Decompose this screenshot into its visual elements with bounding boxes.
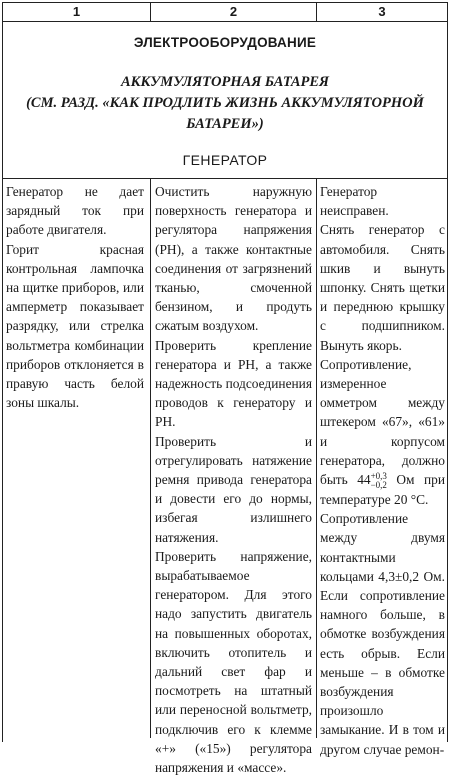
remedy-paragraph: Снять генератор с автомобиля. Снять шкив и вынуть шпонку. Снять щетки и переднюю крышку с подшипником. Вынуть якорь. xyxy=(320,222,445,353)
check-paragraph: Проверить крепление генератора и РН, а также надежность подсоединения проводов к генератору и РН. xyxy=(155,337,312,430)
tolerance-stack xyxy=(371,472,387,490)
table-header-row xyxy=(3,2,447,22)
table-top-rule xyxy=(3,178,447,179)
resistance-unit-text: Ом при температуре 20 °С. xyxy=(320,472,445,507)
tolerance-minus: −0,2 xyxy=(370,479,387,490)
remedy-paragraph-resistance xyxy=(320,355,445,509)
document-page xyxy=(2,2,448,776)
symptom-paragraph: Горит красная контрольная лампочка на щитке приборов, или амперметр показывает разрядку, или стрелка вольтметра комбинации приборов отклоняется в правую часть белой зоны шкалы. xyxy=(6,241,144,411)
symptom-column xyxy=(6,182,144,412)
resistance-text: Сопротивление, измеренное омметром между штекером «67», «61» и корпусом генератора, должно быть 44 xyxy=(320,356,445,488)
remedy-paragraph: Генератор неисправен. xyxy=(320,184,389,219)
subsection-heading xyxy=(3,72,447,135)
check-paragraph: Проверить напряжение, вырабатываемое генератором. Для этого надо запустить двигатель на повышенных оборотах, включить отопитель и дальний свет фар и посмотреть на штатный или переносной вольтметр, подключив его к клемме «+» («15») регулятора напряжения и «массе». xyxy=(155,548,312,776)
remedy-column xyxy=(320,182,445,759)
symptom-paragraph: Генератор не дает зарядный ток при работе двигателя. xyxy=(6,184,144,238)
check-paragraph: Очистить наружную поверхность генератора и регулятора напряжения (РН), а также контактные соединения от загрязнений тканью, смоченной бензином, и продуть сжатым воздухом. xyxy=(155,184,312,334)
generator-heading: ГЕНЕРАТОР xyxy=(182,152,268,168)
column-divider xyxy=(150,178,151,738)
header-cell-1: 1 xyxy=(72,4,81,19)
check-column xyxy=(155,182,312,777)
subsection-line-2: (СМ. РАЗД. «КАК ПРОДЛИТЬ ЖИЗНЬ АККУМУЛЯТОРНОЙ xyxy=(26,95,424,111)
tolerance-plus: +0,3 xyxy=(370,470,387,481)
remedy-paragraph: Сопротивление между двумя контактными кольцами 4,3±0,2 Ом. Если сопротивление намного больше, в обмотке возбуждения есть обрыв. Если меньше – в обмотке возбуждения произошло замыкание. И в том и другом случае ремон- xyxy=(320,511,445,757)
subsection-line-3: БАТАРЕИ») xyxy=(186,116,264,132)
subsection-line-1: АККУМУЛЯТОРНАЯ БАТАРЕЯ xyxy=(120,74,330,90)
column-divider xyxy=(316,178,317,738)
header-cell-2: 2 xyxy=(229,4,238,19)
check-paragraph: Проверить и отрегулировать натяжение ремня привода генератора и довести его до нормы, избегая излишнего натяжения. xyxy=(155,433,312,545)
section-title: ЭЛЕКТРООБОРУДОВАНИЕ xyxy=(133,35,317,50)
header-cell-3: 3 xyxy=(378,4,386,19)
